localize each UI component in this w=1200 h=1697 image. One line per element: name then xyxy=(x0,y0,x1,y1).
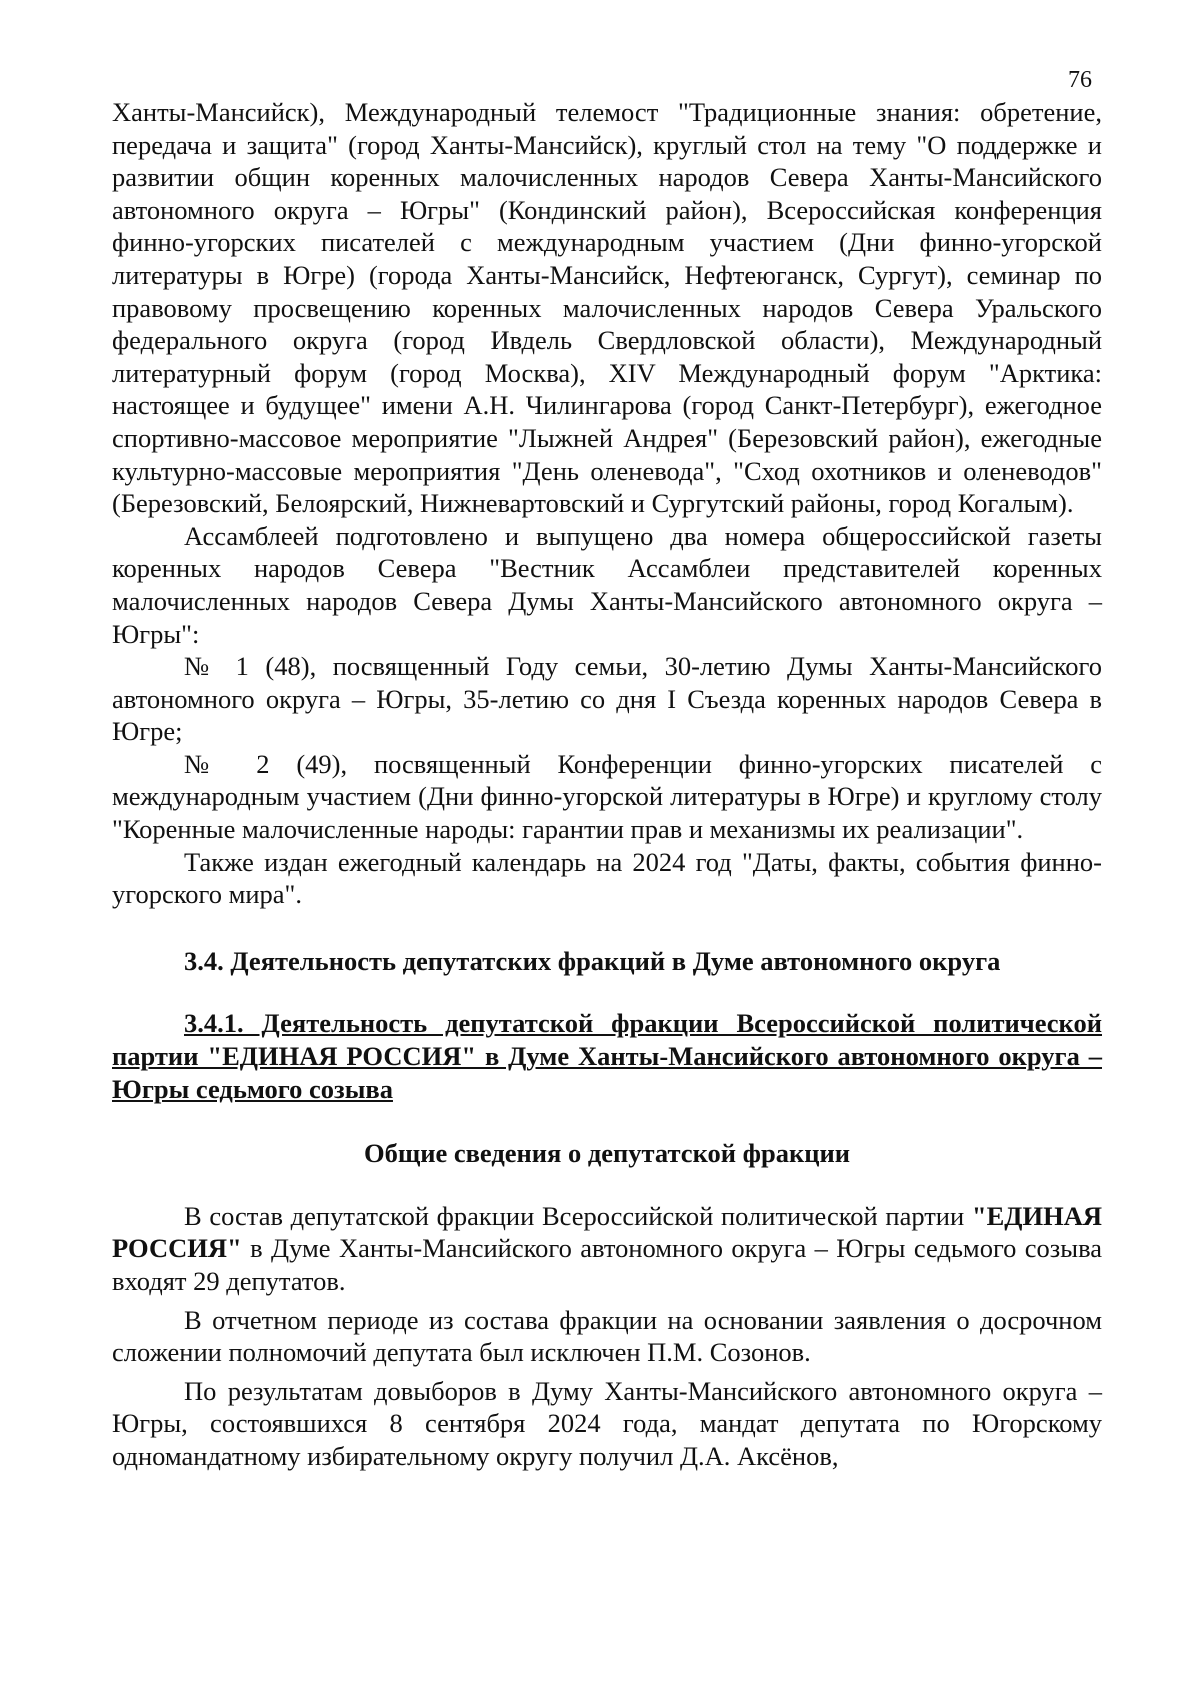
page-number: 76 xyxy=(1068,67,1092,93)
faction-text-after: в Думе Ханты-Мансийского автономного округа – Югры седьмого созыва входят 29 депутатов. xyxy=(112,1233,1103,1296)
party-name-bold: "ЕДИНАЯ РОССИЯ" xyxy=(112,1200,1102,1264)
paragraph-events-list: Ханты-Мансийск), Международный телемост "Традиционные знания: обретение, передача и защита" (город Ханты-Мансийск), круглый стол на тему "О поддержке и развитии общин коренных малочисленных народов Севера Ханты-Мансийского автономного округа – Югры" (Кондинский район), Всероссийская конференция финно-угорских писателей с международным участием (Дни финно-угорской литературы в Югре) (города Ханты-Мансийск, Нефтеюганск, Сургут), семинар по правовому просвещению коренных малочисленных народов Севера Уральского федерального округа (город Ивдель Свердловской области), Международный литературный форум (город Москва), XIV Международный форум "Арктика: настоящее и будущее" имени А.Н. Чилингарова (город Санкт-Петербург), ежегодное спортивно-массовое мероприятие "Лыжней Андрея" (Березовский район), ежегодные культурно-массовые мероприятия "День оленевода", "Сход охотников и оленеводов" (Березовский, Белоярский, Нижневартовский и Сургутский районы, город Когалым). xyxy=(112,97,1102,519)
paragraph-issue-49: № 2 (49), посвященный Конференции финно-угорских писателей с международным участием (Дни финно-угорской литературы в Югре) и круглому столу "Коренные малочисленные народы: гарантии прав и механизмы их реализации". xyxy=(112,748,1102,845)
paragraph-calendar: Также издан ежегодный календарь на 2024 год "Даты, факты, события финно-угорского мира". xyxy=(112,846,1102,910)
paragraph-member-excluded: В отчетном периоде из состава фракции на основании заявления о досрочном сложении полномочий депутата был исключен П.М. Созонов. xyxy=(112,1304,1102,1368)
section-heading-3-4-1: 3.4.1. Деятельность депутатской фракции Всероссийской политической партии "ЕДИНАЯ РОССИЯ" в Думе Ханты-Мансийского автономного округа – Югры седьмого созыва xyxy=(112,1008,1102,1104)
section-heading-3-4: 3.4. Деятельность депутатских фракций в Думе автономного округа xyxy=(184,945,1001,976)
paragraph-by-election: По результатам довыборов в Думу Ханты-Мансийского автономного округа – Югры, состоявшихся 8 сентября 2024 года, мандат депутата по Югорскому одномандатному избирательному округу получил Д.А. Аксёнов, xyxy=(112,1375,1102,1471)
faction-text-before: В состав депутатской фракции Всероссийской политической партии xyxy=(184,1200,965,1231)
paragraph-issue-48: № 1 (48), посвященный Году семьи, 30-летию Думы Ханты-Мансийского автономного округа – Югры, 35-летию со дня I Съезда коренных народов Севера в Югре; xyxy=(112,651,1102,747)
paragraph-newspaper-issues: Ассамблеей подготовлено и выпущено два номера общероссийской газеты коренных народов Севера "Вестник Ассамблеи представителей коренных малочисленных народов Севера Думы Ханты-Мансийского автономного округа – Югры": xyxy=(112,520,1102,649)
document-body xyxy=(112,96,1102,1473)
paragraph-faction-composition xyxy=(112,1200,1102,1298)
subheading-general-info: Общие сведения о депутатской фракции xyxy=(363,1138,851,1169)
